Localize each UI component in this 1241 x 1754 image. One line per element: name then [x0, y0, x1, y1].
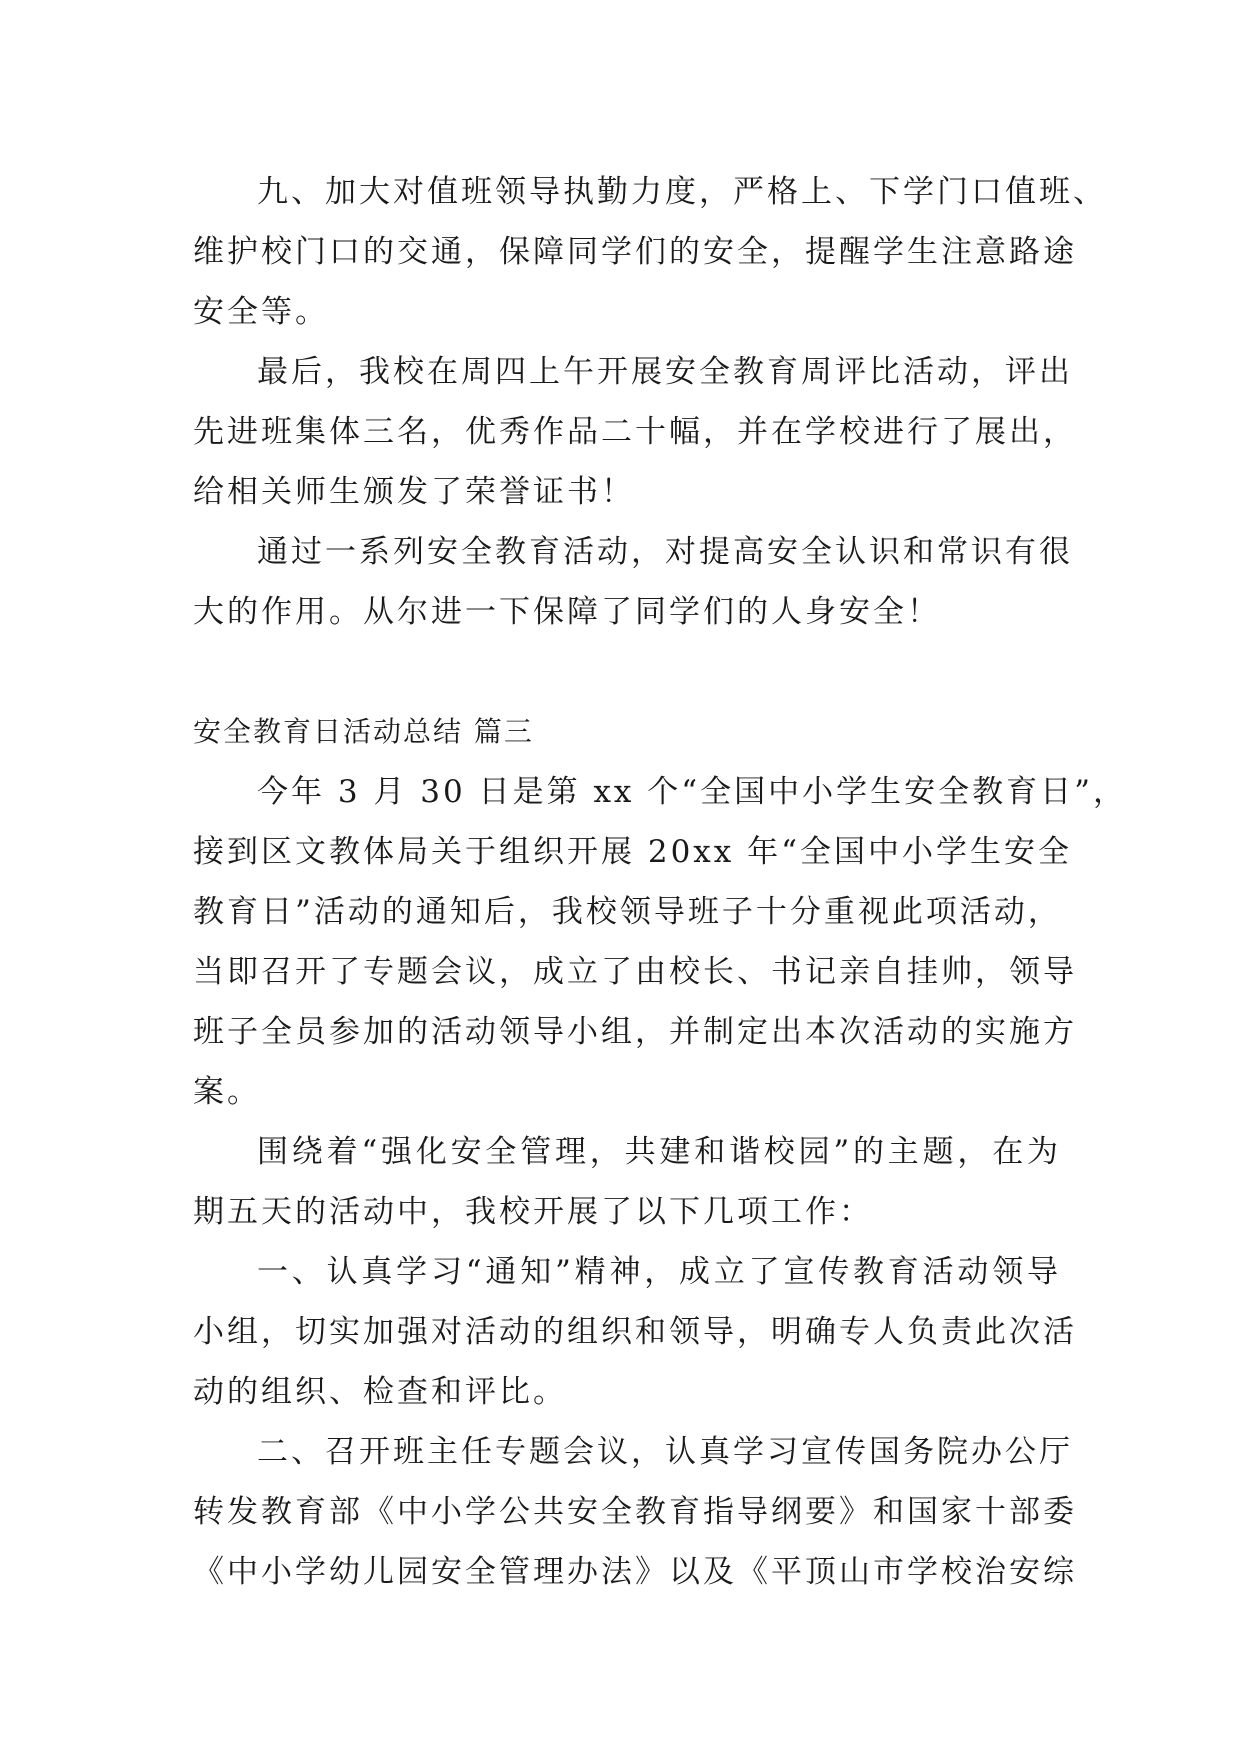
text-line: 小组，切实加强对活动的组织和领导，明确专人负责此次活 [193, 1314, 1077, 1350]
text-line: 大的作用。从尔进一下保障了同学们的人身安全！ [193, 594, 941, 630]
document-page [193, 162, 1127, 1602]
paragraph-item-two [193, 1422, 1077, 1602]
paragraph-duty-leaders [193, 162, 1107, 342]
paragraph-evaluation [193, 342, 1077, 522]
section-heading: 安全教育日活动总结 篇三 [193, 715, 534, 748]
section-spacer [193, 642, 1061, 702]
text-line: 维护校门口的交通，保障同学们的安全，提醒学生注意路途 [193, 234, 1077, 270]
text-line: 今年 3 月 30 日是第 xx 个“全国中小学生安全教育日”， [257, 774, 1127, 810]
text-line: 最后，我校在周四上午开展安全教育周评比活动，评出 [257, 354, 1073, 390]
text-line: 给相关师生颁发了荣誉证书！ [193, 474, 635, 510]
text-line: 《中小学幼儿园安全管理办法》以及《平顶山市学校治安综 [193, 1554, 1077, 1590]
text-line: 教育日”活动的通知后，我校领导班子十分重视此项活动， [193, 894, 1062, 930]
text-line: 一、认真学习“通知”精神，成立了宣传教育活动领导 [257, 1254, 1061, 1290]
text-line: 九、加大对值班领导执勤力度，严格上、下学门口值班、 [257, 174, 1107, 210]
text-line: 围绕着“强化安全管理，共建和谐校园”的主题，在为 [257, 1134, 1061, 1170]
paragraph-conclusion [193, 522, 1073, 642]
paragraph-intro [193, 762, 1127, 1122]
text-line: 当即召开了专题会议，成立了由校长、书记亲自挂帅，领导 [193, 954, 1077, 990]
paragraph-item-one [193, 1242, 1077, 1422]
text-line: 安全等。 [193, 294, 329, 330]
paragraph-theme [193, 1122, 1061, 1242]
text-line: 通过一系列安全教育活动，对提高安全认识和常识有很 [257, 534, 1073, 570]
text-line: 二、召开班主任专题会议，认真学习宣传国务院办公厅 [257, 1434, 1073, 1470]
text-line: 期五天的活动中，我校开展了以下几项工作： [193, 1194, 873, 1230]
text-line: 班子全员参加的活动领导小组，并制定出本次活动的实施方 [193, 1014, 1077, 1050]
text-line: 转发教育部《中小学公共安全教育指导纲要》和国家十部委 [193, 1494, 1077, 1530]
text-line: 动的组织、检查和评比。 [193, 1374, 567, 1410]
text-line: 先进班集体三名，优秀作品二十幅，并在学校进行了展出， [193, 414, 1077, 450]
text-line: 案。 [193, 1074, 261, 1110]
text-line: 接到区文教体局关于组织开展 20xx 年“全国中小学生安全 [193, 834, 1072, 870]
